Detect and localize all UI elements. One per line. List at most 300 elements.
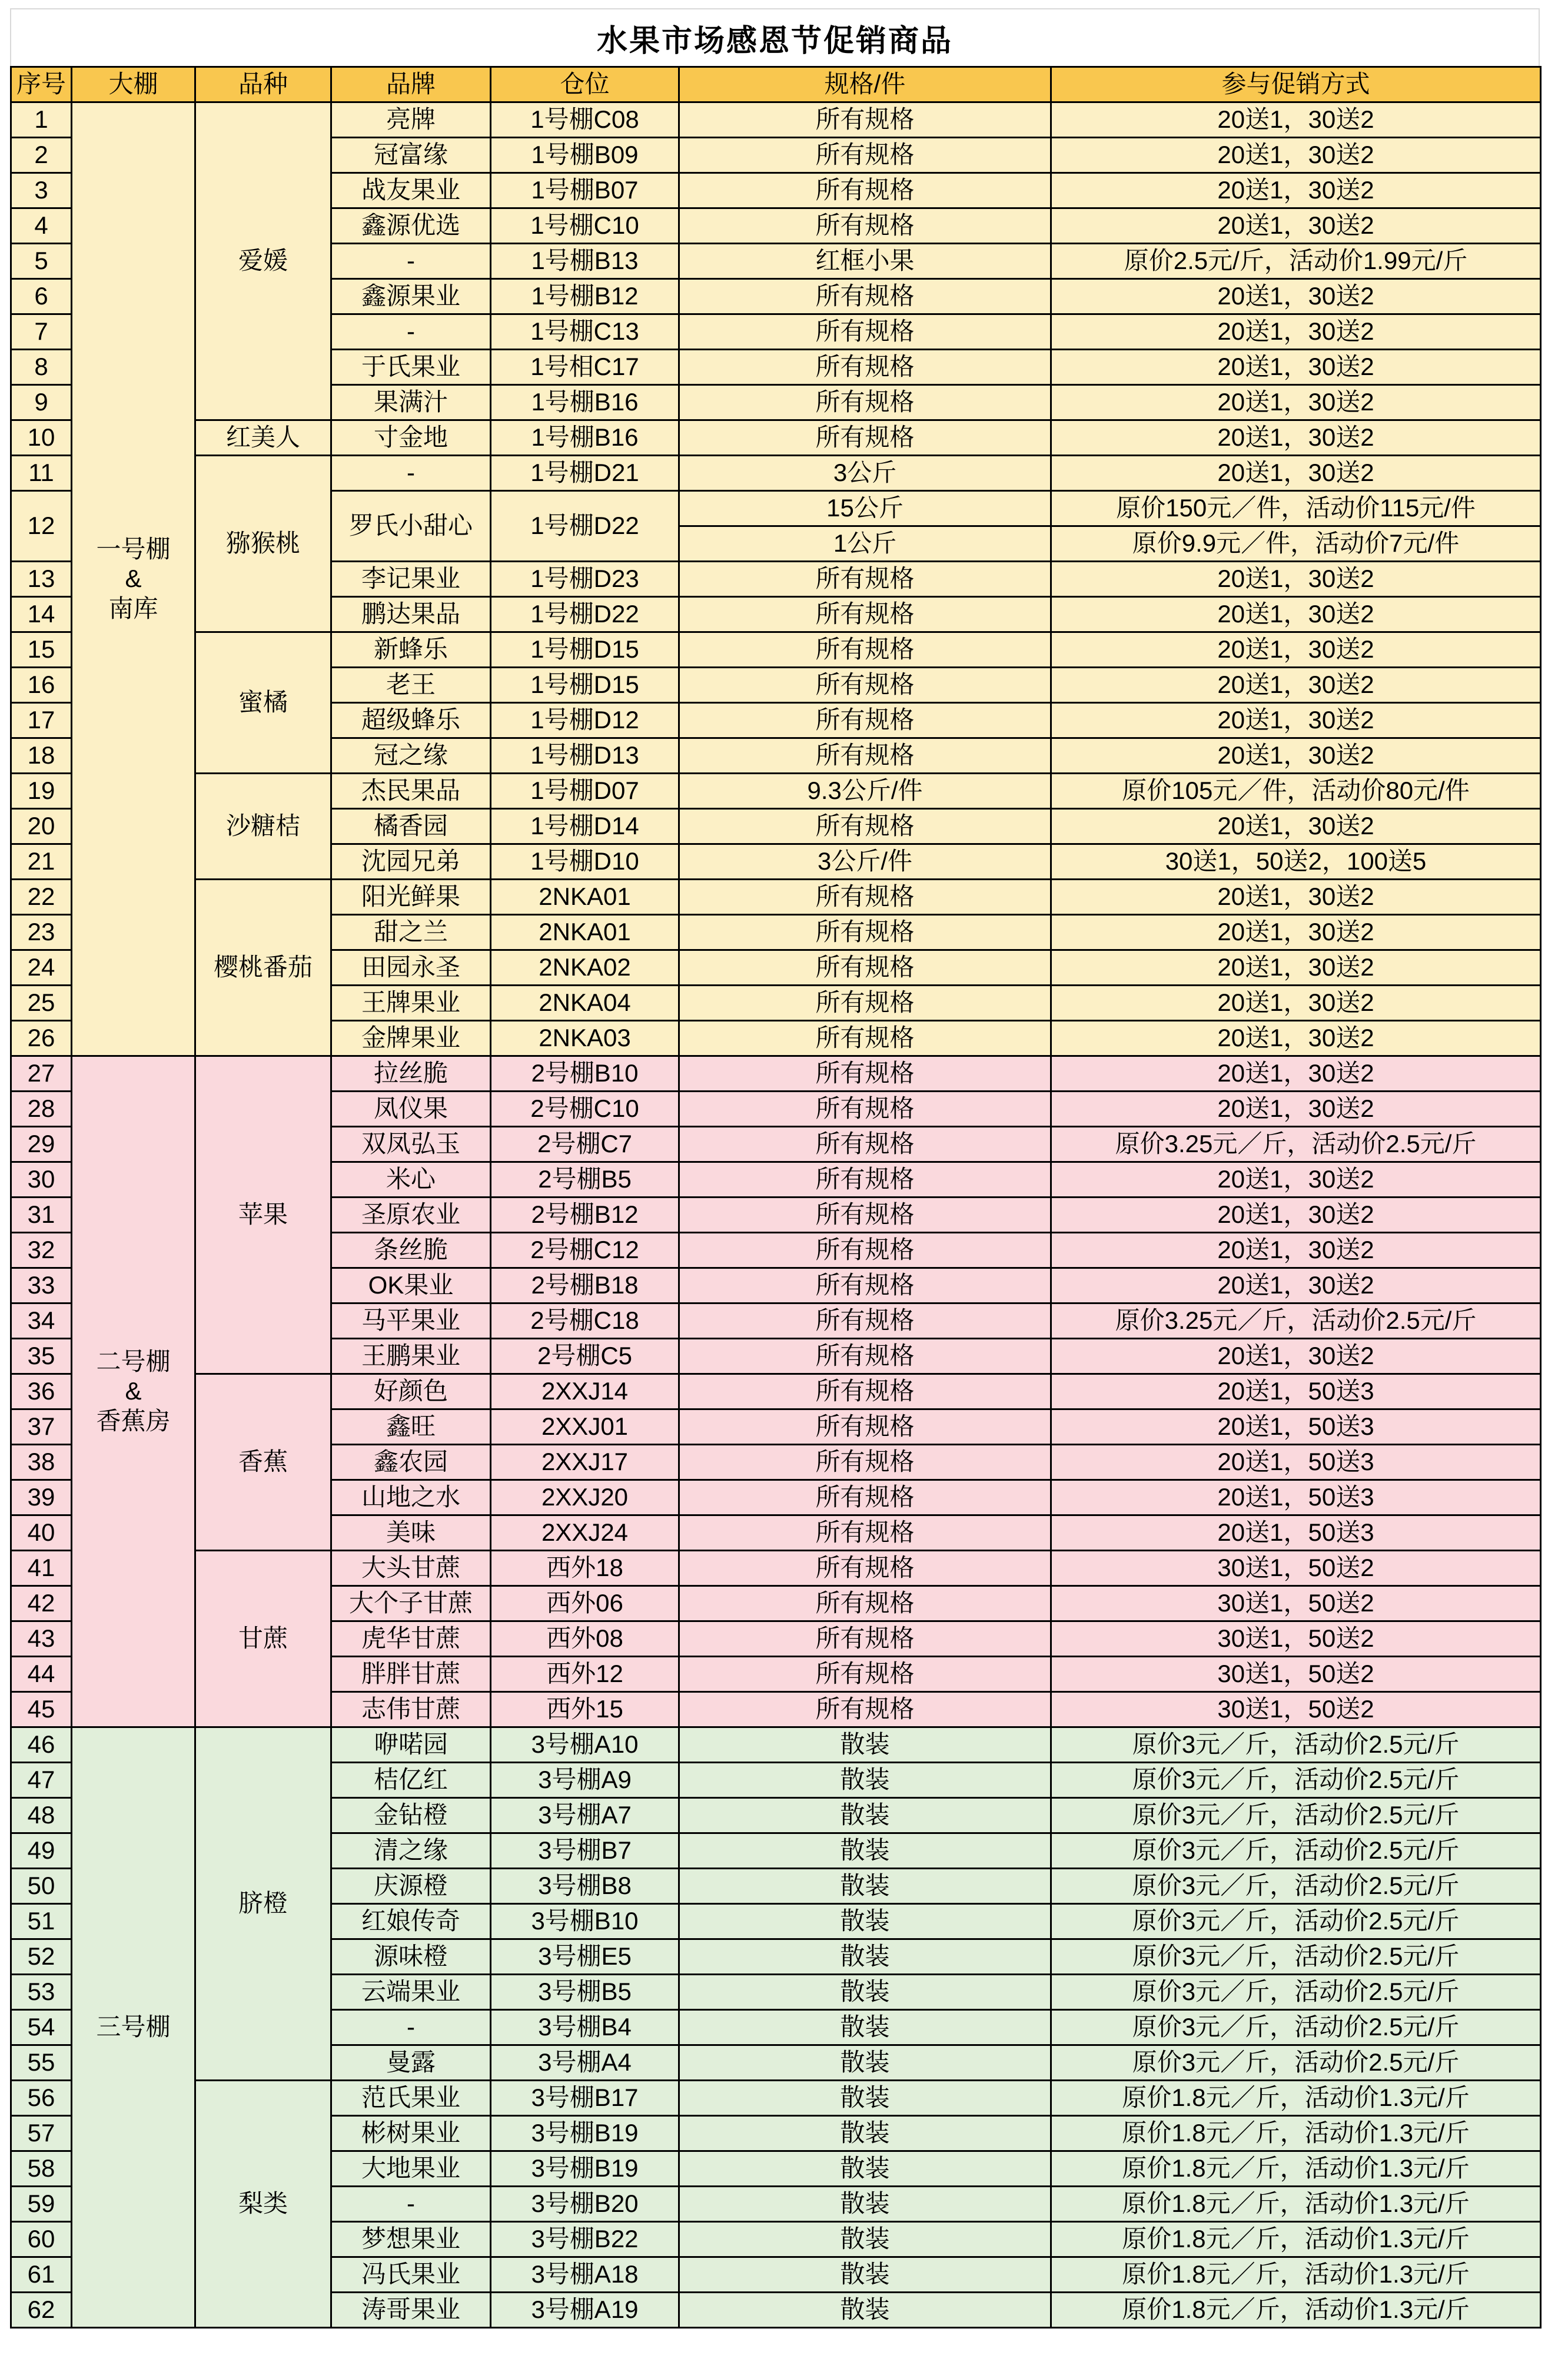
seq-cell: 1 <box>11 102 72 138</box>
variety-cell: 梨类 <box>195 2081 331 2328</box>
warehouse-cell: 2NKA02 <box>491 950 679 986</box>
spec-cell: 所有规格 <box>679 950 1051 986</box>
spec-cell: 9.3公斤/件 <box>679 774 1051 809</box>
spec-cell: 所有规格 <box>679 597 1051 632</box>
table-row <box>11 1727 1541 1763</box>
spec-cell: 所有规格 <box>679 420 1051 456</box>
promo-cell: 原价1.8元／斤，活动价1.3元/斤 <box>1051 2081 1541 2116</box>
brand-cell: 美味 <box>331 1515 491 1551</box>
seq-cell: 17 <box>11 703 72 738</box>
promo-cell: 20送1，50送3 <box>1051 1480 1541 1515</box>
warehouse-cell: 西外18 <box>491 1551 679 1586</box>
seq-cell: 22 <box>11 880 72 915</box>
seq-cell: 39 <box>11 1480 72 1515</box>
spec-cell: 所有规格 <box>679 1268 1051 1303</box>
warehouse-cell: 3号棚B19 <box>491 2116 679 2151</box>
warehouse-cell: 3号棚A7 <box>491 1798 679 1833</box>
promo-cell: 20送1，30送2 <box>1051 809 1541 844</box>
seq-cell: 24 <box>11 950 72 986</box>
spec-cell: 红框小果 <box>679 244 1051 279</box>
brand-cell: 梦想果业 <box>331 2222 491 2257</box>
seq-cell: 57 <box>11 2116 72 2151</box>
promo-cell: 原价3元／斤，活动价2.5元/斤 <box>1051 2045 1541 2081</box>
promo-cell: 20送1，30送2 <box>1051 279 1541 314</box>
seq-cell: 23 <box>11 915 72 950</box>
brand-cell: 金钻橙 <box>331 1798 491 1833</box>
seq-cell: 14 <box>11 597 72 632</box>
promo-cell: 原价1.8元／斤，活动价1.3元/斤 <box>1051 2187 1541 2222</box>
brand-cell: 拉丝脆 <box>331 1056 491 1092</box>
header-cell: 仓位 <box>491 67 679 102</box>
seq-cell: 6 <box>11 279 72 314</box>
spec-cell: 所有规格 <box>679 1233 1051 1268</box>
seq-cell: 30 <box>11 1162 72 1198</box>
promo-cell: 20送1，30送2 <box>1051 738 1541 774</box>
warehouse-cell: 2NKA03 <box>491 1021 679 1056</box>
warehouse-cell: 西外08 <box>491 1621 679 1657</box>
spec-cell: 散装 <box>679 2257 1051 2293</box>
spec-cell: 所有规格 <box>679 1303 1051 1339</box>
spec-cell: 所有规格 <box>679 738 1051 774</box>
spec-cell: 所有规格 <box>679 1198 1051 1233</box>
seq-cell: 62 <box>11 2293 72 2328</box>
seq-cell: 32 <box>11 1233 72 1268</box>
spec-cell: 所有规格 <box>679 279 1051 314</box>
seq-cell: 18 <box>11 738 72 774</box>
promo-cell: 原价3元／斤，活动价2.5元/斤 <box>1051 2010 1541 2045</box>
seq-cell: 21 <box>11 844 72 880</box>
warehouse-cell: 1号棚D07 <box>491 774 679 809</box>
warehouse-cell: 2号棚C5 <box>491 1339 679 1374</box>
shed-label-line: 一号棚 <box>96 535 171 563</box>
seq-cell: 8 <box>11 350 72 385</box>
brand-cell: 阳光鲜果 <box>331 880 491 915</box>
promo-cell: 20送1，30送2 <box>1051 950 1541 986</box>
warehouse-cell: 2号棚B12 <box>491 1198 679 1233</box>
promo-cell: 20送1，30送2 <box>1051 668 1541 703</box>
brand-cell: 虎华甘蔗 <box>331 1621 491 1657</box>
seq-cell: 34 <box>11 1303 72 1339</box>
warehouse-cell: 西外06 <box>491 1586 679 1621</box>
spec-cell: 散装 <box>679 2081 1051 2116</box>
brand-cell: 志伟甘蔗 <box>331 1692 491 1727</box>
spec-cell: 所有规格 <box>679 1339 1051 1374</box>
brand-cell: 圣原农业 <box>331 1198 491 1233</box>
seq-cell: 41 <box>11 1551 72 1586</box>
warehouse-cell: 1号棚D21 <box>491 456 679 491</box>
warehouse-cell: 2号棚C7 <box>491 1127 679 1162</box>
warehouse-cell: 3号棚B17 <box>491 2081 679 2116</box>
brand-cell: 清之缘 <box>331 1833 491 1869</box>
spec-cell: 所有规格 <box>679 102 1051 138</box>
table-row <box>11 2081 1541 2116</box>
seq-cell: 51 <box>11 1904 72 1939</box>
warehouse-cell: 3号棚A10 <box>491 1727 679 1763</box>
warehouse-cell: 1号棚B12 <box>491 279 679 314</box>
brand-cell: 条丝脆 <box>331 1233 491 1268</box>
brand-cell: 王鹏果业 <box>331 1339 491 1374</box>
header-row <box>11 67 1541 102</box>
seq-cell: 26 <box>11 1021 72 1056</box>
spec-cell: 所有规格 <box>679 1409 1051 1445</box>
variety-cell: 苹果 <box>195 1056 331 1374</box>
brand-cell: 战友果业 <box>331 173 491 208</box>
variety-cell: 脐橙 <box>195 1727 331 2081</box>
warehouse-cell: 2NKA01 <box>491 880 679 915</box>
brand-cell: 冯氏果业 <box>331 2257 491 2293</box>
promo-cell: 20送1，50送3 <box>1051 1445 1541 1480</box>
seq-cell: 16 <box>11 668 72 703</box>
warehouse-cell: 1号棚D14 <box>491 809 679 844</box>
seq-cell: 15 <box>11 632 72 668</box>
shed-label-line: & <box>125 565 142 593</box>
promo-cell: 原价3元／斤，活动价2.5元/斤 <box>1051 1975 1541 2010</box>
seq-cell: 43 <box>11 1621 72 1657</box>
warehouse-cell: 1号棚D12 <box>491 703 679 738</box>
brand-cell: - <box>331 2187 491 2222</box>
warehouse-cell: 1号棚B16 <box>491 385 679 420</box>
header-cell: 规格/件 <box>679 67 1051 102</box>
spec-cell: 所有规格 <box>679 1515 1051 1551</box>
brand-cell: 寸金地 <box>331 420 491 456</box>
promo-cell: 20送1，30送2 <box>1051 1092 1541 1127</box>
warehouse-cell: 2XXJ17 <box>491 1445 679 1480</box>
promo-cell: 原价1.8元／斤，活动价1.3元/斤 <box>1051 2257 1541 2293</box>
spec-cell: 15公斤 <box>679 491 1051 526</box>
seq-cell: 42 <box>11 1586 72 1621</box>
warehouse-cell: 2号棚C18 <box>491 1303 679 1339</box>
variety-cell: 猕猴桃 <box>195 456 331 632</box>
promo-cell: 原价1.8元／斤，活动价1.3元/斤 <box>1051 2116 1541 2151</box>
seq-cell: 2 <box>11 138 72 173</box>
seq-cell: 37 <box>11 1409 72 1445</box>
promo-cell: 原价1.8元／斤，活动价1.3元/斤 <box>1051 2151 1541 2187</box>
warehouse-cell: 3号棚E5 <box>491 1939 679 1975</box>
spec-cell: 所有规格 <box>679 668 1051 703</box>
brand-cell: 彬树果业 <box>331 2116 491 2151</box>
seq-cell: 9 <box>11 385 72 420</box>
promo-cell: 原价3元／斤，活动价2.5元/斤 <box>1051 1833 1541 1869</box>
brand-cell: 鑫农园 <box>331 1445 491 1480</box>
spec-cell: 所有规格 <box>679 1657 1051 1692</box>
seq-cell: 19 <box>11 774 72 809</box>
warehouse-cell: 2XXJ24 <box>491 1515 679 1551</box>
seq-cell: 47 <box>11 1763 72 1798</box>
promo-cell: 30送1，50送2 <box>1051 1621 1541 1657</box>
promo-cell: 20送1，30送2 <box>1051 173 1541 208</box>
warehouse-cell: 西外12 <box>491 1657 679 1692</box>
promo-cell: 原价3.25元／斤，活动价2.5元/斤 <box>1051 1127 1541 1162</box>
table-row <box>11 1374 1541 1409</box>
spec-cell: 散装 <box>679 1869 1051 1904</box>
spec-cell: 所有规格 <box>679 703 1051 738</box>
promo-cell: 20送1，50送3 <box>1051 1374 1541 1409</box>
shed-cell <box>72 1727 195 2328</box>
warehouse-cell: 3号棚A19 <box>491 2293 679 2328</box>
spec-cell: 所有规格 <box>679 1374 1051 1409</box>
promo-cell: 30送1，50送2 <box>1051 1586 1541 1621</box>
spec-cell: 所有规格 <box>679 1692 1051 1727</box>
warehouse-cell: 1号棚B16 <box>491 420 679 456</box>
spec-cell: 散装 <box>679 1939 1051 1975</box>
promo-cell: 20送1，30送2 <box>1051 138 1541 173</box>
brand-cell: 果满汁 <box>331 385 491 420</box>
promo-cell: 20送1，30送2 <box>1051 880 1541 915</box>
shed-label-line: 香蕉房 <box>96 1407 171 1435</box>
promo-cell: 30送1，50送2 <box>1051 1551 1541 1586</box>
brand-cell: 冠富缘 <box>331 138 491 173</box>
spec-cell: 散装 <box>679 2187 1051 2222</box>
warehouse-cell: 3号棚A9 <box>491 1763 679 1798</box>
variety-cell: 爱媛 <box>195 102 331 420</box>
promo-cell: 原价1.8元／斤，活动价1.3元/斤 <box>1051 2222 1541 2257</box>
warehouse-cell: 1号棚D22 <box>491 597 679 632</box>
warehouse-cell: 3号棚A18 <box>491 2257 679 2293</box>
seq-cell: 27 <box>11 1056 72 1092</box>
promo-cell: 20送1，30送2 <box>1051 1021 1541 1056</box>
seq-cell: 35 <box>11 1339 72 1374</box>
promo-cell: 20送1，30送2 <box>1051 208 1541 244</box>
spec-cell: 所有规格 <box>679 1021 1051 1056</box>
warehouse-cell: 1号棚D15 <box>491 632 679 668</box>
seq-cell: 5 <box>11 244 72 279</box>
warehouse-cell: 1号棚C13 <box>491 314 679 350</box>
spec-cell: 所有规格 <box>679 632 1051 668</box>
promo-cell: 20送1，30送2 <box>1051 350 1541 385</box>
seq-cell: 7 <box>11 314 72 350</box>
promo-cell: 20送1，30送2 <box>1051 1339 1541 1374</box>
brand-cell: 咿喏园 <box>331 1727 491 1763</box>
seq-cell: 3 <box>11 173 72 208</box>
spec-cell: 散装 <box>679 2293 1051 2328</box>
brand-cell: 鑫源果业 <box>331 279 491 314</box>
variety-cell: 甘蔗 <box>195 1551 331 1727</box>
brand-cell: 大地果业 <box>331 2151 491 2187</box>
warehouse-cell: 3号棚B8 <box>491 1869 679 1904</box>
seq-cell: 44 <box>11 1657 72 1692</box>
promo-cell: 原价3元／斤，活动价2.5元/斤 <box>1051 1798 1541 1833</box>
spec-cell: 所有规格 <box>679 915 1051 950</box>
promo-cell: 20送1，30送2 <box>1051 385 1541 420</box>
seq-cell: 55 <box>11 2045 72 2081</box>
seq-cell: 11 <box>11 456 72 491</box>
warehouse-cell: 1号棚D13 <box>491 738 679 774</box>
promo-cell: 20送1，50送3 <box>1051 1515 1541 1551</box>
variety-cell: 沙糖桔 <box>195 774 331 880</box>
seq-cell: 10 <box>11 420 72 456</box>
promo-cell: 20送1，30送2 <box>1051 1056 1541 1092</box>
spec-cell: 所有规格 <box>679 138 1051 173</box>
promo-cell: 20送1，30送2 <box>1051 632 1541 668</box>
spec-cell: 散装 <box>679 2222 1051 2257</box>
promo-cell: 20送1，30送2 <box>1051 1198 1541 1233</box>
brand-cell: 马平果业 <box>331 1303 491 1339</box>
seq-cell: 46 <box>11 1727 72 1763</box>
warehouse-cell: 3号棚B4 <box>491 2010 679 2045</box>
warehouse-cell: 1号棚D22 <box>491 491 679 562</box>
seq-cell: 50 <box>11 1869 72 1904</box>
brand-cell: 米心 <box>331 1162 491 1198</box>
promo-cell: 20送1，30送2 <box>1051 597 1541 632</box>
warehouse-cell: 3号棚B7 <box>491 1833 679 1869</box>
variety-cell: 蜜橘 <box>195 632 331 774</box>
warehouse-cell: 3号棚B19 <box>491 2151 679 2187</box>
spec-cell: 散装 <box>679 1904 1051 1939</box>
spec-cell: 散装 <box>679 1798 1051 1833</box>
warehouse-cell: 西外15 <box>491 1692 679 1727</box>
promo-cell: 原价3.25元／斤，活动价2.5元/斤 <box>1051 1303 1541 1339</box>
seq-cell: 12 <box>11 491 72 562</box>
warehouse-cell: 2NKA04 <box>491 986 679 1021</box>
promo-cell: 原价150元／件，活动价115元/件 <box>1051 491 1541 526</box>
warehouse-cell: 1号棚B09 <box>491 138 679 173</box>
promo-cell: 20送1，30送2 <box>1051 420 1541 456</box>
warehouse-cell: 3号棚B20 <box>491 2187 679 2222</box>
brand-cell: 于氏果业 <box>331 350 491 385</box>
brand-cell: 李记果业 <box>331 562 491 597</box>
brand-cell: 鹏达果品 <box>331 597 491 632</box>
seq-cell: 40 <box>11 1515 72 1551</box>
promo-cell: 原价3元／斤，活动价2.5元/斤 <box>1051 1763 1541 1798</box>
shed-label-line: 南库 <box>108 594 158 622</box>
page-title <box>10 8 1540 66</box>
brand-cell: 杰民果品 <box>331 774 491 809</box>
promo-cell: 原价3元／斤，活动价2.5元/斤 <box>1051 1939 1541 1975</box>
brand-cell: 亮牌 <box>331 102 491 138</box>
table-row <box>11 1551 1541 1586</box>
spec-cell: 所有规格 <box>679 1092 1051 1127</box>
brand-cell: 王牌果业 <box>331 986 491 1021</box>
header-cell: 参与促销方式 <box>1051 67 1541 102</box>
seq-cell: 31 <box>11 1198 72 1233</box>
warehouse-cell: 2号棚C10 <box>491 1092 679 1127</box>
brand-cell: 庆源橙 <box>331 1869 491 1904</box>
shed-label-line: & <box>125 1377 142 1405</box>
spec-cell: 散装 <box>679 2151 1051 2187</box>
table-row <box>11 1056 1541 1092</box>
table-body <box>11 102 1541 2328</box>
table-row <box>11 456 1541 491</box>
brand-cell: 红娘传奇 <box>331 1904 491 1939</box>
spec-cell: 3公斤/件 <box>679 844 1051 880</box>
brand-cell: 老王 <box>331 668 491 703</box>
spec-cell: 所有规格 <box>679 809 1051 844</box>
table-row <box>11 880 1541 915</box>
table-header <box>11 67 1541 102</box>
brand-cell: 超级蜂乐 <box>331 703 491 738</box>
promo-cell: 原价3元／斤，活动价2.5元/斤 <box>1051 1904 1541 1939</box>
spec-cell: 所有规格 <box>679 350 1051 385</box>
table-row <box>11 420 1541 456</box>
brand-cell: 鑫源优选 <box>331 208 491 244</box>
warehouse-cell: 2号棚C12 <box>491 1233 679 1268</box>
shed-cell <box>72 1056 195 1727</box>
seq-cell: 36 <box>11 1374 72 1409</box>
shed-label-line: 三号棚 <box>96 2013 171 2041</box>
seq-cell: 25 <box>11 986 72 1021</box>
table-row <box>11 774 1541 809</box>
brand-cell: 范氏果业 <box>331 2081 491 2116</box>
promo-cell: 原价9.9元／件，活动价7元/件 <box>1051 526 1541 562</box>
spec-cell: 所有规格 <box>679 1621 1051 1657</box>
brand-cell: 鑫旺 <box>331 1409 491 1445</box>
brand-cell: 沈园兄弟 <box>331 844 491 880</box>
seq-cell: 20 <box>11 809 72 844</box>
spec-cell: 散装 <box>679 1727 1051 1763</box>
promo-cell: 30送1，50送2 <box>1051 1657 1541 1692</box>
brand-cell: 新蜂乐 <box>331 632 491 668</box>
seq-cell: 60 <box>11 2222 72 2257</box>
header-cell: 品种 <box>195 67 331 102</box>
spec-cell: 所有规格 <box>679 1056 1051 1092</box>
seq-cell: 33 <box>11 1268 72 1303</box>
warehouse-cell: 1号相C17 <box>491 350 679 385</box>
header-cell: 大棚 <box>72 67 195 102</box>
table-row <box>11 102 1541 138</box>
promo-table <box>10 66 1542 2329</box>
header-cell: 品牌 <box>331 67 491 102</box>
spec-cell: 所有规格 <box>679 1127 1051 1162</box>
promo-cell: 30送1，50送2 <box>1051 1692 1541 1727</box>
seq-cell: 38 <box>11 1445 72 1480</box>
spec-cell: 所有规格 <box>679 562 1051 597</box>
brand-cell: 大头甘蔗 <box>331 1551 491 1586</box>
promo-cell: 20送1，30送2 <box>1051 915 1541 950</box>
seq-cell: 48 <box>11 1798 72 1833</box>
seq-cell: 13 <box>11 562 72 597</box>
spec-cell: 所有规格 <box>679 1551 1051 1586</box>
seq-cell: 54 <box>11 2010 72 2045</box>
warehouse-cell: 3号棚B10 <box>491 1904 679 1939</box>
brand-cell: 金牌果业 <box>331 1021 491 1056</box>
promo-cell: 20送1，30送2 <box>1051 562 1541 597</box>
spec-cell: 所有规格 <box>679 1162 1051 1198</box>
warehouse-cell: 2XXJ01 <box>491 1409 679 1445</box>
spec-cell: 所有规格 <box>679 314 1051 350</box>
promo-cell: 原价1.8元／斤，活动价1.3元/斤 <box>1051 2293 1541 2328</box>
warehouse-cell: 3号棚B5 <box>491 1975 679 2010</box>
warehouse-cell: 1号棚D10 <box>491 844 679 880</box>
warehouse-cell: 2号棚B18 <box>491 1268 679 1303</box>
spec-cell: 散装 <box>679 1975 1051 2010</box>
seq-cell: 28 <box>11 1092 72 1127</box>
promo-cell: 30送1，50送2，100送5 <box>1051 844 1541 880</box>
warehouse-cell: 1号棚D15 <box>491 668 679 703</box>
spec-cell: 3公斤 <box>679 456 1051 491</box>
brand-cell: OK果业 <box>331 1268 491 1303</box>
spec-cell: 1公斤 <box>679 526 1051 562</box>
brand-cell: 涛哥果业 <box>331 2293 491 2328</box>
seq-cell: 49 <box>11 1833 72 1869</box>
promo-cell: 原价105元／件，活动价80元/件 <box>1051 774 1541 809</box>
brand-cell: - <box>331 314 491 350</box>
seq-cell: 53 <box>11 1975 72 2010</box>
spec-cell: 所有规格 <box>679 1480 1051 1515</box>
seq-cell: 45 <box>11 1692 72 1727</box>
spec-cell: 所有规格 <box>679 1445 1051 1480</box>
brand-cell: - <box>331 2010 491 2045</box>
seq-cell: 59 <box>11 2187 72 2222</box>
warehouse-cell: 2号棚B10 <box>491 1056 679 1092</box>
promo-cell: 20送1，30送2 <box>1051 1233 1541 1268</box>
spec-cell: 散装 <box>679 2116 1051 2151</box>
brand-cell: 田园永圣 <box>331 950 491 986</box>
spec-cell: 散装 <box>679 1763 1051 1798</box>
shed-cell <box>72 102 195 1056</box>
header-cell: 序号 <box>11 67 72 102</box>
seq-cell: 29 <box>11 1127 72 1162</box>
promo-cell: 原价3元／斤，活动价2.5元/斤 <box>1051 1727 1541 1763</box>
